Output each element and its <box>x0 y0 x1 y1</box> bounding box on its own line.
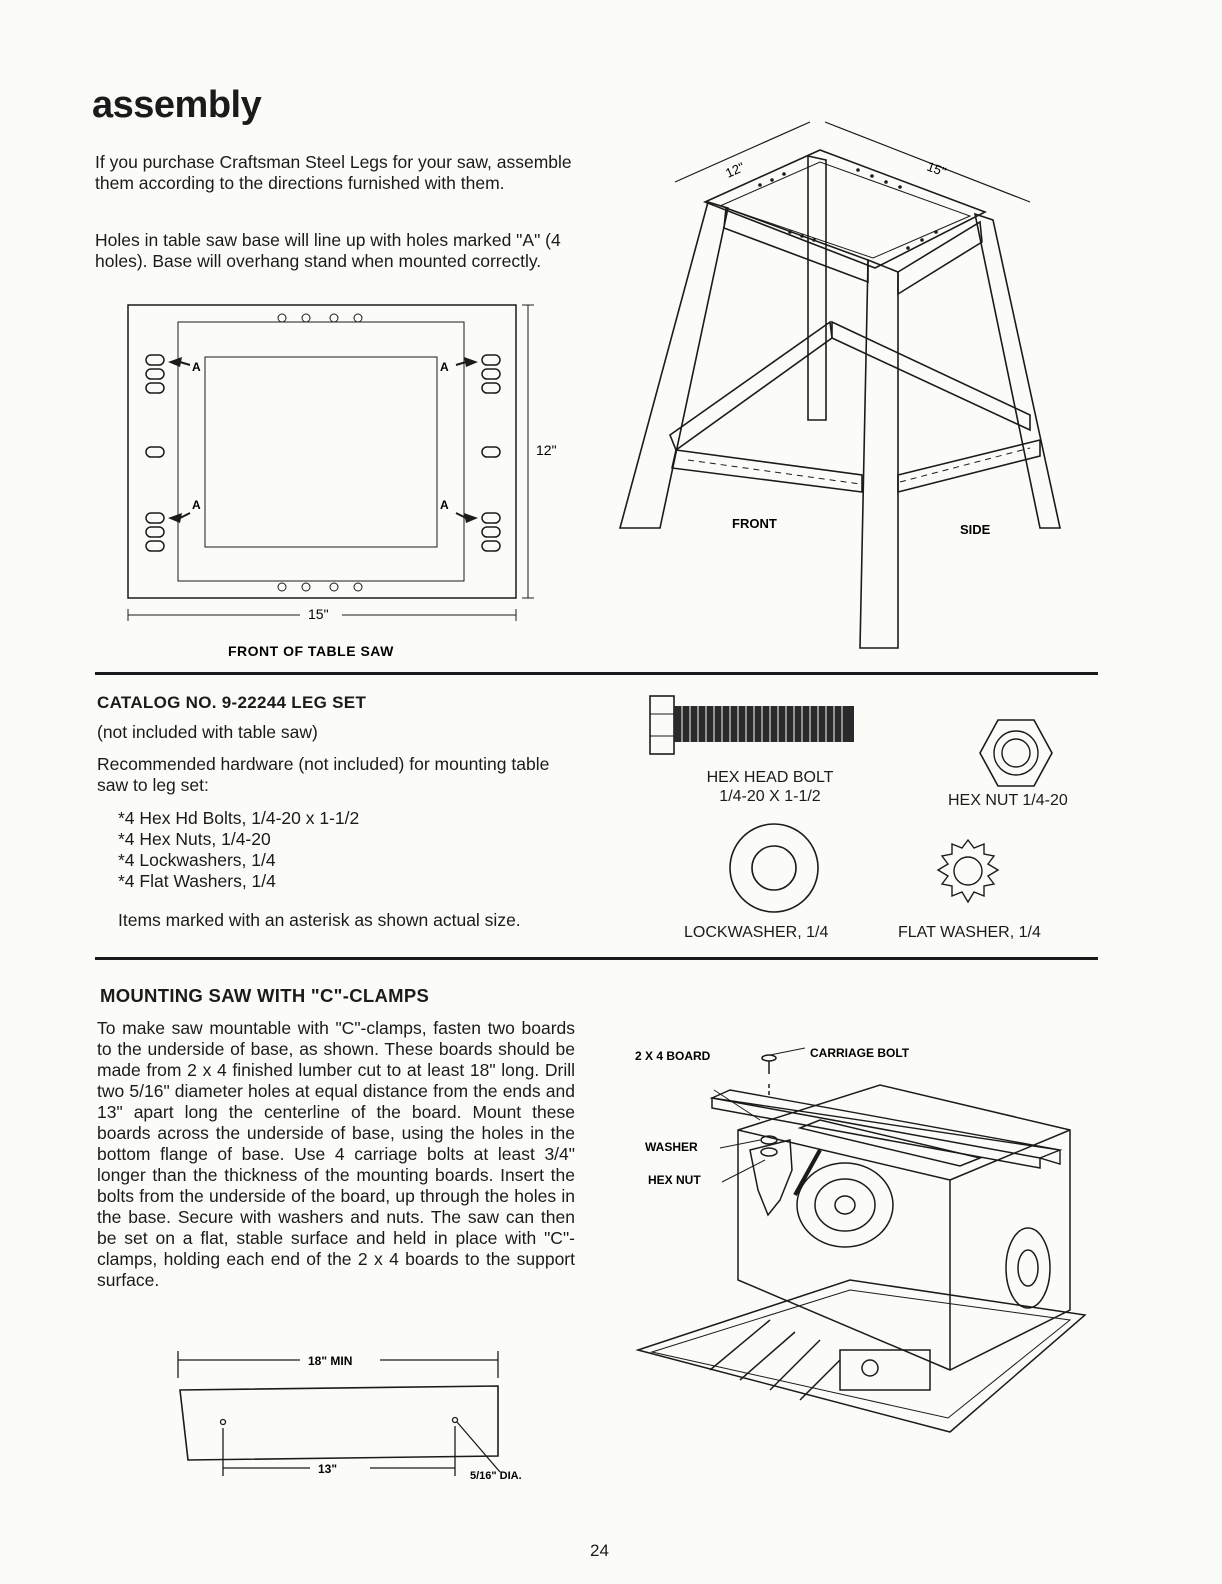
hex-nut-label: HEX NUT 1/4-20 <box>948 792 1068 809</box>
base-outline <box>128 305 516 598</box>
section-divider <box>95 957 1098 960</box>
list-item: *4 Hex Hd Bolts, 1/4-20 x 1-1/2 <box>118 808 360 828</box>
hardware-list <box>118 808 538 892</box>
mounting-board-diagram <box>170 1348 530 1483</box>
lockwasher-illustration <box>728 822 820 914</box>
mounting-heading: MOUNTING SAW WITH "C"-CLAMPS <box>100 985 430 1006</box>
flat-washer-illustration <box>928 836 1008 906</box>
hole-label-a: A <box>192 360 201 374</box>
intro-paragraph-2: Holes in table saw base will line up with holes marked "A" (4 holes). Base will overhang stand when mounted correctly. <box>95 230 561 271</box>
list-item: *4 Flat Washers, 1/4 <box>118 871 276 891</box>
saw-mounting-diagram <box>630 1040 1090 1440</box>
base-inner-flange <box>178 322 464 581</box>
hex-bolt-label <box>680 768 860 806</box>
board-hole-spacing-label: 13" <box>318 1462 338 1476</box>
hex-bolt-label-line-2: 1/4-20 X 1-1/2 <box>719 788 821 805</box>
flat-washer-label: FLAT WASHER, 1/4 <box>898 924 1041 941</box>
lockwasher-label: LOCKWASHER, 1/4 <box>684 924 829 941</box>
catalog-heading: CATALOG NO. 9-22244 LEG SET <box>97 693 367 712</box>
hex-head-bolt-illustration <box>648 690 858 760</box>
hole-label-a: A <box>192 498 201 512</box>
board-hole-dia-label: 5/16" DIA. <box>470 1470 522 1482</box>
page-title: assembly <box>92 84 262 126</box>
stand-depth-dimension: 12" <box>723 159 747 181</box>
mounting-body: To make saw mountable with "C"-clamps, fasten two boards to the underside of base, as shown. These boards should be made from 2 x 4 finished lumber cut to at least 18" long. Drill two 5/16" diameter holes at equal distance from the ends and 13" apart long the centerline of the board. Mount these boards across the underside of base, using the holes in the bottom flange of base. Use 4 carriage bolts at least 3/4" longer than the thickness of the mounting boards. Insert the bolts from the underside of the board, up through the holes in the base. Secure with washers and nuts. The saw can then be set on a flat, stable surface and held in place with "C"-clamps, holding each end of the 2 x 4 boards to the support surface. <box>97 1018 575 1290</box>
leg-stand-diagram <box>600 130 1060 650</box>
page-number: 24 <box>590 1541 609 1560</box>
list-item: *4 Hex Nuts, 1/4-20 <box>118 829 271 849</box>
stand-width-dimension: 15" <box>924 158 949 180</box>
front-label: FRONT <box>732 516 777 531</box>
hole-label-a: A <box>440 360 449 374</box>
catalog-footnote: Items marked with an asterisk as shown actual size. <box>118 910 521 930</box>
list-item: *4 Lockwashers, 1/4 <box>118 850 276 870</box>
hex-nut-illustration <box>978 718 1054 788</box>
base-width-dimension: 15" <box>308 606 329 622</box>
board-label: 2 X 4 BOARD <box>635 1049 711 1063</box>
catalog-note: (not included with table saw) <box>97 722 318 742</box>
hole-label-a: A <box>440 498 449 512</box>
catalog-recommended: Recommended hardware (not included) for mounting table saw to leg set: <box>97 754 550 795</box>
carriage-bolt-label: CARRIAGE BOLT <box>810 1046 910 1060</box>
base-height-dimension: 12" <box>536 442 557 458</box>
side-label: SIDE <box>960 522 991 537</box>
hex-nut-callout-label: HEX NUT <box>648 1173 701 1187</box>
base-hole-diagram <box>110 295 570 660</box>
base-caption: FRONT OF TABLE SAW <box>228 643 394 659</box>
board-min-length-label: 18" MIN <box>308 1354 353 1368</box>
base-opening <box>205 357 437 547</box>
section-divider <box>95 672 1098 675</box>
intro-paragraph-1: If you purchase Craftsman Steel Legs for your saw, assemble them according to the directions furnished with them. <box>95 152 572 193</box>
hex-bolt-label-line-1: HEX HEAD BOLT <box>706 769 834 786</box>
washer-label: WASHER <box>645 1140 698 1154</box>
